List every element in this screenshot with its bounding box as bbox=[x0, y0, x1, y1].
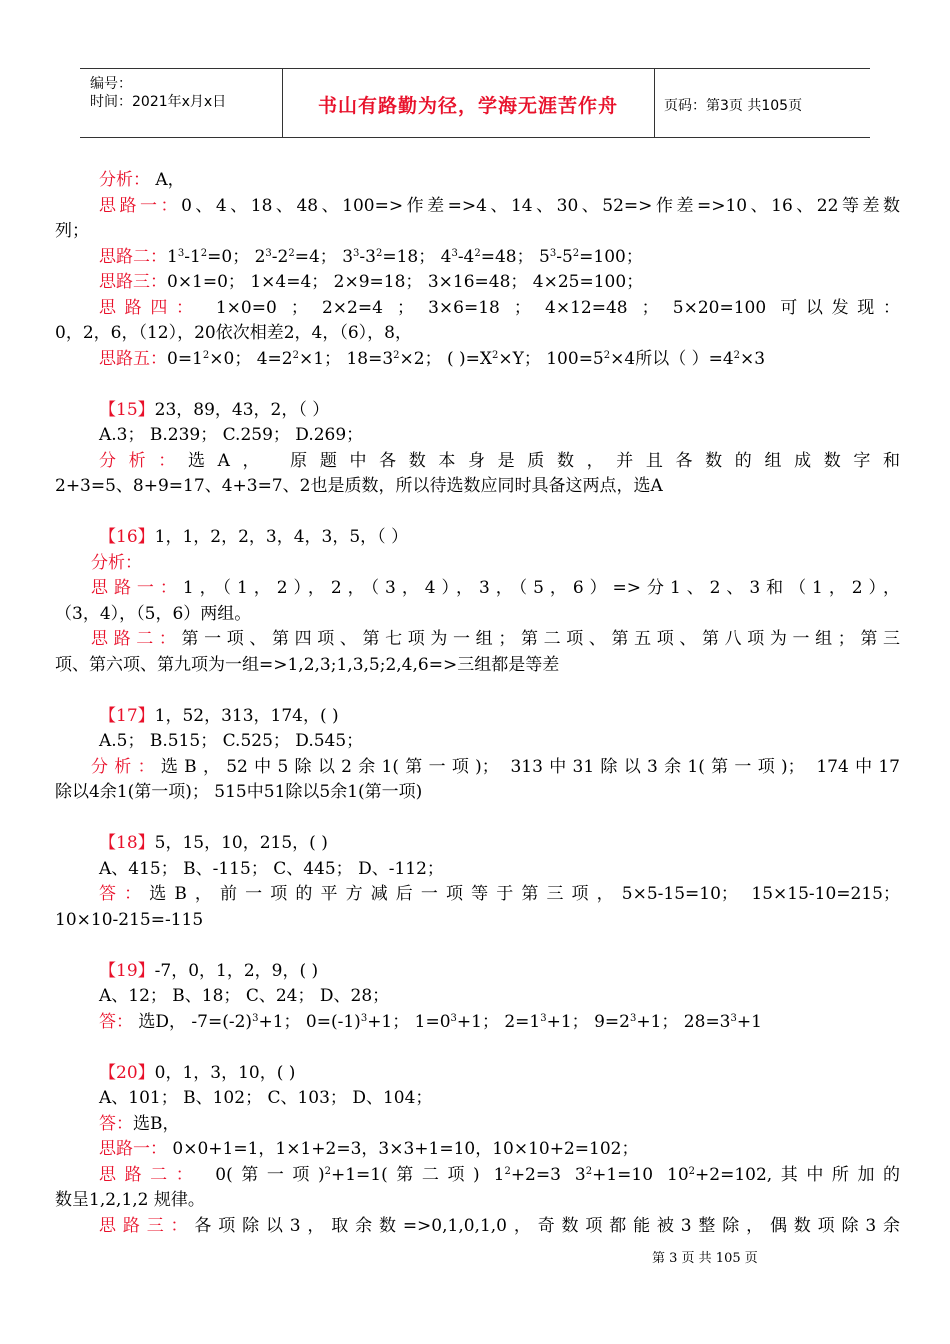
question-line bbox=[55, 398, 900, 424]
text: -7，0，1，2，9，( ) bbox=[154, 960, 319, 981]
idea-line bbox=[55, 1137, 900, 1163]
question-number: 【19】 bbox=[99, 960, 155, 981]
label: 分析： bbox=[99, 450, 188, 471]
formula: $0=1^2\times 0$； $4=2^2\times 1$； $18=3^2\times 2$； ( )$=X^2\times Y$； $100=5^2\times 4$所以（ ）$=4^2\times 3$ bbox=[167, 348, 766, 369]
idea-line bbox=[55, 296, 900, 322]
document-number-label: 编号： bbox=[90, 76, 132, 92]
header-page-cell bbox=[654, 69, 870, 137]
text: 选B，52中5除以2余1(第一项)； 313中31除以3余1(第一项)； 174中17 bbox=[160, 756, 900, 777]
answer-line bbox=[55, 882, 900, 908]
header-meta-cell bbox=[80, 69, 283, 137]
answer-line bbox=[55, 1112, 900, 1138]
formula: 0(第一项)$^2$+1=1(第二项) $1^2+2=3$ $3^2+1=10$ $10^2+2=102$,其中所加的 bbox=[201, 1164, 901, 1185]
text: 23，89，43，2，（ ） bbox=[154, 399, 330, 420]
text: 选A， 原题中各数本身是质数，并且各数的组成数字和 bbox=[187, 450, 901, 471]
analysis-line bbox=[55, 551, 900, 577]
analysis-line bbox=[55, 168, 900, 194]
answer-line bbox=[55, 1010, 900, 1036]
text: 1，52，313，174，( ) bbox=[154, 705, 339, 726]
label: 思路二： bbox=[91, 629, 182, 649]
text: 5，15，10，215，( ) bbox=[154, 833, 328, 853]
question-number: 【15】 bbox=[99, 399, 155, 420]
question-line bbox=[55, 525, 900, 551]
idea-line bbox=[55, 627, 900, 653]
question-number: 【17】 bbox=[99, 705, 155, 726]
label: 思路一： bbox=[99, 1139, 167, 1159]
label: 答： bbox=[99, 1113, 133, 1134]
analysis-line-cont: 2+3=5、8+9=17、4+3=7、2也是质数，所以待选数应同时具备这两点，选A bbox=[55, 476, 663, 496]
analysis-line-cont: 除以4余1(第一项)； 515中51除以5余1(第一项) bbox=[55, 782, 423, 802]
question-line bbox=[55, 959, 900, 985]
label: 分析： bbox=[91, 756, 161, 777]
text: 0、4、18、48、100=>作差=>4、14、30、52=>作差=>10、16、22等差数 bbox=[181, 195, 900, 216]
document-date: 时间：2021年x月x日 bbox=[90, 94, 227, 110]
label: 思路二： bbox=[99, 246, 167, 267]
options-line: A.5； B.515； C.525； D.545； bbox=[99, 731, 364, 751]
formula: 选D， $-7=(-2)^3+1$； $0=(-1)^3+1$； $1=0^3+1$； $2=1^3+1$； $9=2^3+1$； $28=3^3+1$ bbox=[133, 1011, 762, 1032]
idea-line bbox=[55, 1214, 900, 1240]
idea-line-cont: 0，2，6，（12），20依次相差2，4，（6），8， bbox=[55, 323, 412, 343]
analysis-line bbox=[55, 755, 900, 781]
label: 思路三： bbox=[99, 1215, 195, 1236]
formula: $1^3-1^2=0$； $2^3-2^2=4$； $3^3-3^2=18$； $4^3-4^2=48$； $5^3-5^2=100$； bbox=[167, 246, 643, 267]
document-body bbox=[55, 168, 900, 1239]
page-footer: 第 3 页 共 105 页 bbox=[652, 1251, 758, 1266]
label: 思路一： bbox=[99, 195, 182, 216]
label: 思路二： bbox=[99, 1164, 202, 1185]
idea-line bbox=[55, 576, 900, 602]
page-header bbox=[80, 68, 870, 138]
label: 分析： bbox=[91, 552, 142, 573]
text: 选B， bbox=[133, 1113, 180, 1134]
question-number: 【16】 bbox=[99, 527, 155, 547]
label: 思路五： bbox=[99, 348, 167, 369]
idea-line-cont: 项、第六项、第九项为一组=>1,2,3;1,3,5;2,4,6=>三组都是等差 bbox=[55, 654, 560, 675]
idea-line bbox=[55, 194, 900, 220]
text: 各项除以3，取余数=>0,1,0,1,0，奇数项都能被3整除，偶数项除3余 bbox=[194, 1215, 900, 1236]
header-page-code: 页码：第3页 共105页 bbox=[664, 98, 803, 114]
idea-line bbox=[55, 245, 900, 271]
idea-line-cont: 列； bbox=[55, 221, 89, 241]
idea-line-cont: 数呈1,2,1,2 规律。 bbox=[55, 1190, 205, 1210]
idea-line bbox=[55, 1163, 900, 1189]
question-line bbox=[55, 1061, 900, 1087]
options-line: A.3； B.239； C.259； D.269； bbox=[99, 425, 364, 445]
analysis-line bbox=[55, 449, 900, 475]
text: A， bbox=[150, 170, 185, 190]
text: 1×0=0 ； 2×2=4 ； 3×6=18 ； 4×12=48 ； 5×20=100 可以发现： bbox=[201, 297, 900, 318]
label: 答： bbox=[99, 1011, 133, 1032]
label: 分析： bbox=[99, 170, 150, 190]
header-motto-cell bbox=[282, 69, 655, 137]
header-motto: 书山有路勤为径，学海无涯苦作舟 bbox=[317, 95, 618, 117]
text: 1，（1，2），2，（3，4），3，（5，6）=>分1、2、3和（1，2）， bbox=[182, 578, 900, 598]
text: 0，1，3，10，( ) bbox=[154, 1062, 296, 1083]
idea-line-cont: （3，4），（5，6）两组。 bbox=[55, 603, 252, 624]
text: 0×1=0； 1×4=4； 2×9=18； 3×16=48； 4×25=100； bbox=[167, 272, 644, 292]
label: 思路三： bbox=[99, 272, 167, 292]
question-line bbox=[55, 704, 900, 730]
idea-line bbox=[55, 347, 900, 373]
text: 选B，前一项的平方减后一项等于第三项，5×5-15=10； 15×15-10=215； bbox=[149, 884, 900, 904]
label: 思路四： bbox=[99, 297, 202, 318]
text: 1，1，2，2，3，4，3，5，（ ） bbox=[154, 527, 409, 547]
text: 第一项、第四项、第七项为一组；第二项、第五项、第八项为一组；第三 bbox=[181, 629, 900, 649]
answer-line-cont: 10×10-215=-115 bbox=[55, 909, 204, 930]
options-line: A、101； B、102； C、103； D、104； bbox=[99, 1088, 433, 1108]
question-number: 【20】 bbox=[99, 1062, 155, 1083]
options-line: A、12； B、18； C、24； D、28； bbox=[99, 986, 390, 1006]
options-line: A、415； B、-115； C、445； D、-112； bbox=[99, 858, 444, 879]
idea-line bbox=[55, 270, 900, 296]
label: 答： bbox=[99, 884, 150, 904]
label: 思路一： bbox=[91, 578, 183, 598]
question-number: 【18】 bbox=[99, 833, 155, 853]
text: 0×0+1=1，1×1+2=3，3×3+1=10，10×10+2=102； bbox=[167, 1139, 639, 1159]
question-line bbox=[55, 831, 900, 857]
